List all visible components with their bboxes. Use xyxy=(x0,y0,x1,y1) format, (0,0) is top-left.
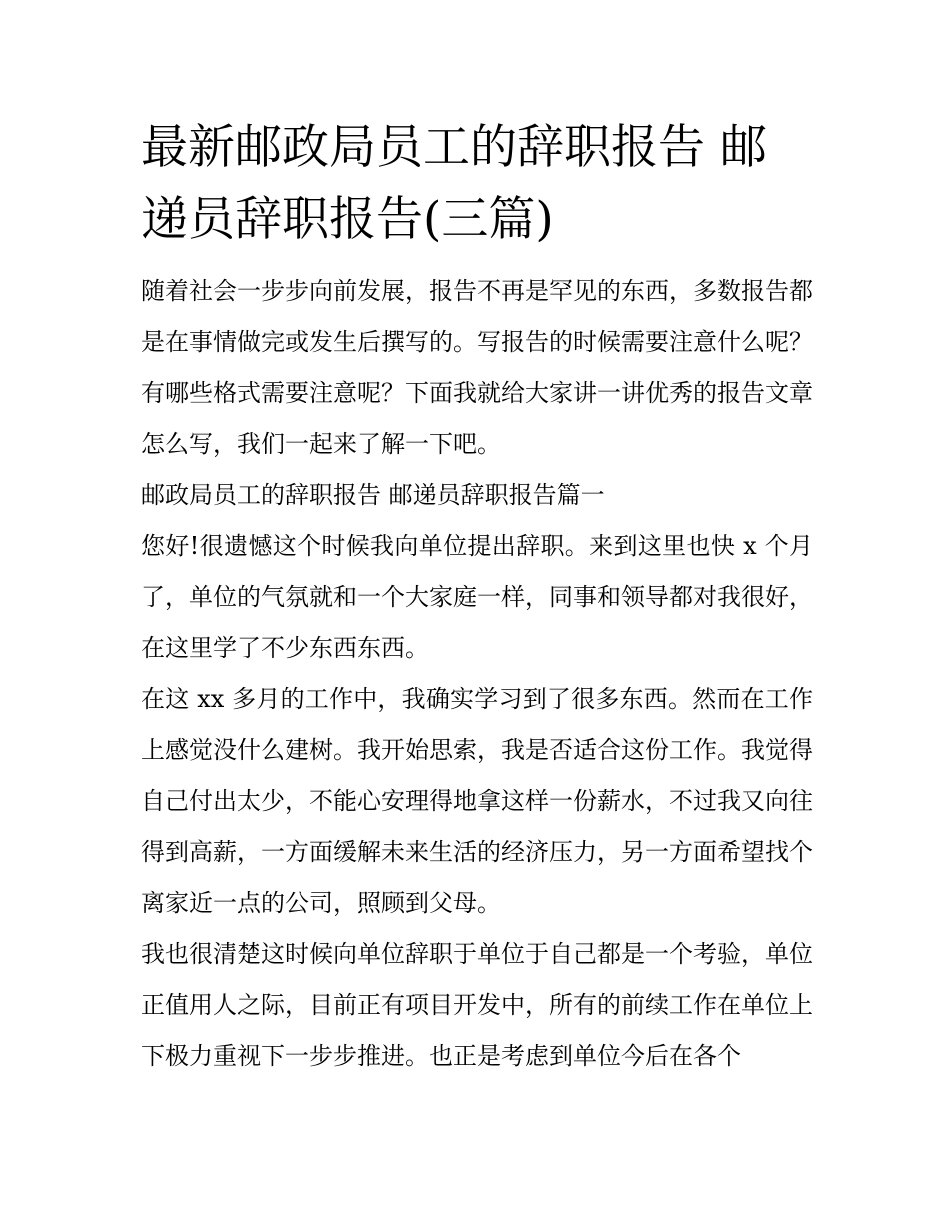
intro-paragraph: 随着社会一步步向前发展，报告不再是罕见的东西，多数报告都是在事情做完或发生后撰写的。写报告的时候需要注意什么呢？有哪些格式需要注意呢？下面我就给大家讲一讲优秀的报告文章怎么写，我们一起来了解一下吧。 xyxy=(141,277,813,458)
section-heading: 邮政局员工的辞职报告 邮递员辞职报告篇一 xyxy=(141,481,605,509)
document-title: 最新邮政局员工的辞职报告 邮递员辞职报告(三篇) xyxy=(141,120,767,247)
body-paragraph: 在这 xx 多月的工作中，我确实学习到了很多东西。然而在工作上感觉没什么建树。我开始思索，我是否适合这份工作。我觉得自己付出太少，不能心安理得地拿这样一份薪水，不过我又向往得到高薪，一方面缓解未来生活的经济压力，另一方面希望找个离家近一点的公司，照顾到父母。 xyxy=(141,685,813,917)
body-paragraph: 我也很清楚这时候向单位辞职于单位于自己都是一个考验，单位正值用人之际，目前正有项目开发中，所有的前续工作在单位上下极力重视下一步步推进。也正是考虑到单位今后在各个 xyxy=(141,940,813,1070)
body-paragraph: 您好!很遗憾这个时候我向单位提出辞职。来到这里也快 x 个月了，单位的气氛就和一个大家庭一样，同事和领导都对我很好，在这里学了不少东西东西。 xyxy=(141,532,813,662)
document-page xyxy=(141,112,813,1082)
